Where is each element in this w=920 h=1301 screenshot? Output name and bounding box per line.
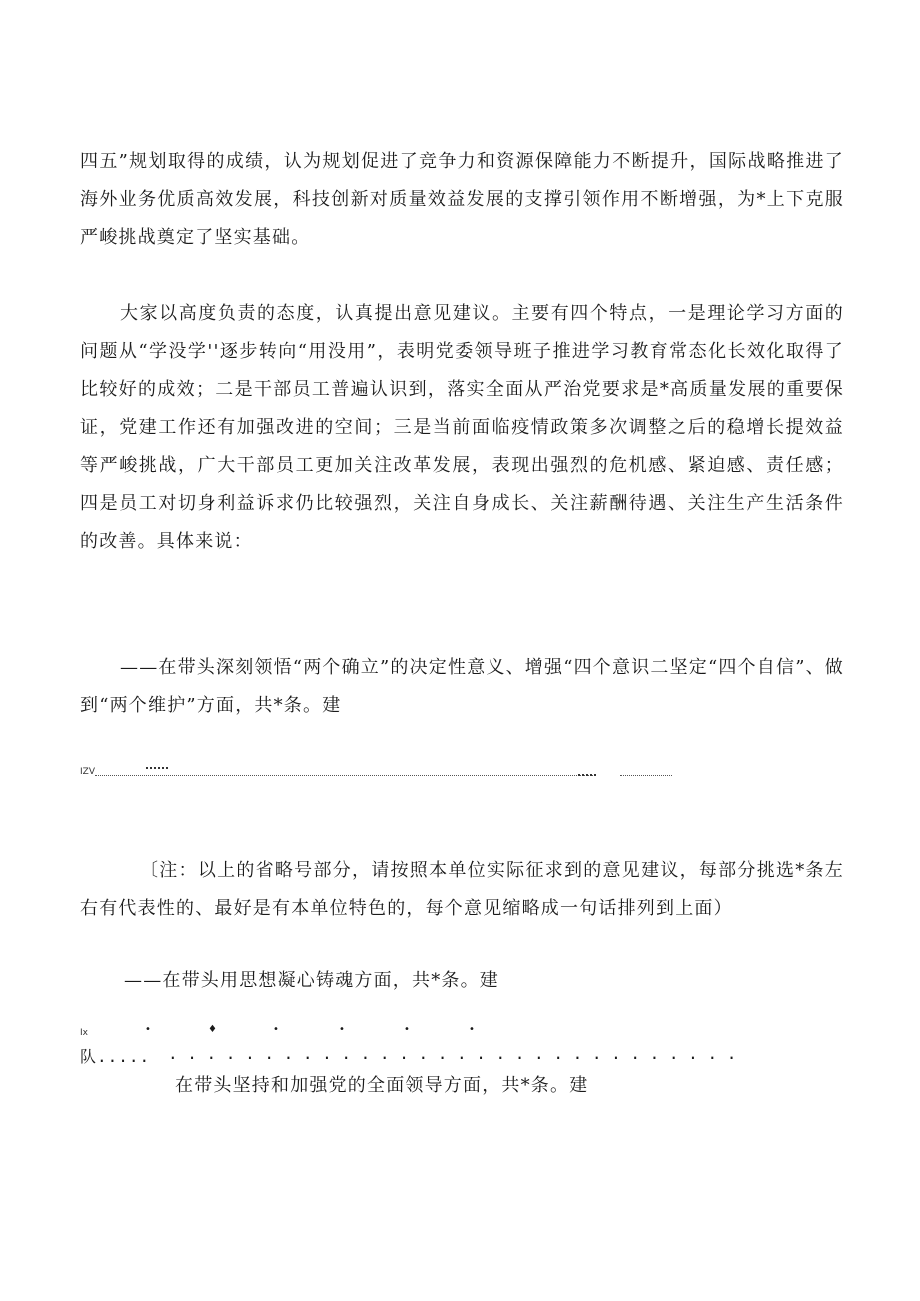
diamond-mark: ♦ bbox=[208, 1024, 217, 1035]
paragraph-soul-casting: ——在带头用思想凝心铸魂方面，共*条。建 bbox=[124, 970, 499, 991]
paragraph-achievements: 四五”规划取得的成绩，认为规划促进了竞争力和资源保障能力不断提升，国际战略推进了海外业务优质高效发展，科技创新对质量效益发展的支撑引领作用不断增强，为*上下克服严峻挑战奠定了坚实基础。 bbox=[80, 151, 844, 248]
rule-prefix: IZV bbox=[80, 767, 95, 777]
dui-label: 队..... bbox=[80, 1047, 151, 1066]
dot-mark: • bbox=[404, 1024, 410, 1035]
paragraph-note: 〔注：以上的省略号部分，请按照本单位实际征求到的意见建议，每部分挑选*条左右有代表性的、最好是有本单位特色的，每个意见缩略成一句话排列到上面） bbox=[80, 860, 844, 919]
dot-leader-row: . . . . . . . . . . . . . . . . . . . . . . . . . . . . . . bbox=[168, 1044, 737, 1063]
paragraph-two-establishments: ——在带头深刻领悟“两个确立”的决定性意义、增强“四个意识二坚定“四个自信”、做到“两个维护”方面，共*条。建 bbox=[80, 657, 845, 716]
paragraph-party-leadership: 在带头坚持和加强党的全面领导方面，共*条。建 bbox=[175, 1075, 589, 1096]
dotted-rule-main bbox=[95, 775, 595, 776]
ix-label: Ix bbox=[80, 1028, 88, 1038]
dot-mark: • bbox=[145, 1024, 151, 1035]
dot-mark: • bbox=[469, 1024, 475, 1035]
paragraph-features: 大家以高度负责的态度，认真提出意见建议。主要有四个特点，一是理论学习方面的问题从“学没学''逐步转向“用没用”，表明党委领导班子推进学习教育常态化长效化取得了比较好的成效；二是干部员工普遍认识到，落实全面从严治党要求是*高质量发展的重要保证，党建工作还有加强改进的空间；三是当前面临疫情政策多次调整之后的稳增长提效益等严峻挑战，广大干部员工更加关注改革发展，表现出强烈的危机感、紧迫感、责任感；四是员工对切身利益诉求仍比较强烈，关注自身成长、关注薪酬待遇、关注生产生活条件的改善。具体来说： bbox=[80, 303, 844, 552]
dot-mark: • bbox=[339, 1024, 345, 1035]
dotted-rule-tail bbox=[620, 775, 672, 776]
dotted-rule-bold bbox=[578, 774, 596, 776]
dotted-rule-short bbox=[146, 767, 168, 769]
dot-mark: • bbox=[273, 1024, 279, 1035]
